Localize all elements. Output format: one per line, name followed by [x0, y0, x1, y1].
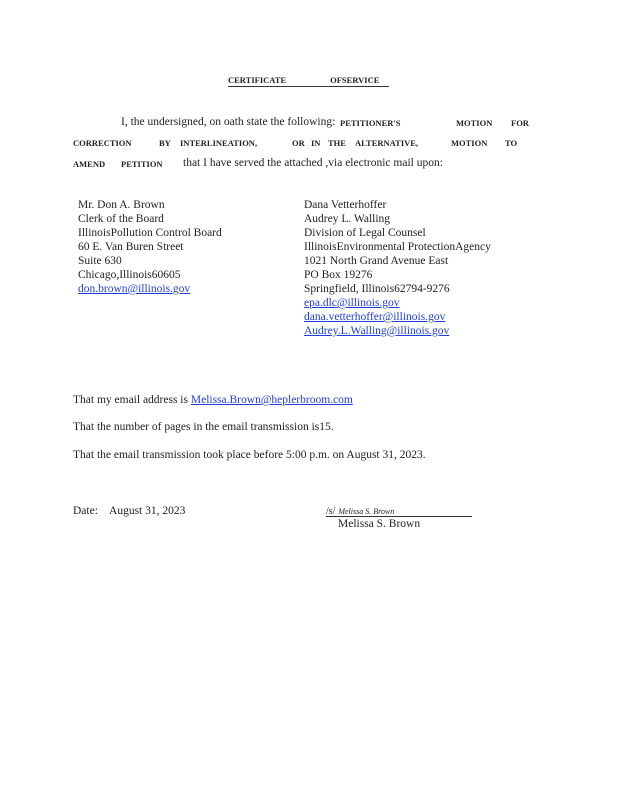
sender-email-link[interactable]: Melissa.Brown@heplerbroom.com: [190, 394, 353, 406]
recipient-right-email-link[interactable]: dana.vetterhoffer@illinois.gov: [304, 311, 446, 323]
email-statement-prefix: That my email address is: [73, 394, 188, 406]
date-line: [73, 505, 185, 517]
title-word-certificate: CERTIFICATE: [228, 75, 287, 85]
electronic-signature: Melissa S. Brown: [338, 507, 395, 516]
signature-prefix: /s/: [326, 506, 336, 517]
caps-or: OR: [292, 138, 305, 148]
recipient-right-line: Dana Vetterhoffer: [304, 199, 387, 211]
caps-correction: CORRECTION: [73, 138, 132, 148]
time-statement: That the email transmission took place before 5:00 p.m. on August 31, 2023.: [73, 449, 426, 461]
recipient-right-line: 1021 North Grand Avenue East: [304, 255, 449, 267]
recipient-right-line: Audrey L. Walling: [304, 213, 391, 225]
recipient-left-line: Chicago,Illinois60605: [78, 269, 181, 281]
caps-in: IN: [311, 138, 321, 148]
recipient-left-line: 60 E. Van Buren Street: [78, 241, 184, 253]
recipient-left-email-link[interactable]: don.brown@illinois.gov: [78, 283, 191, 295]
recipient-left-line: Suite 630: [78, 255, 122, 267]
recipient-right-email-link[interactable]: epa.dlc@illinois.gov: [304, 297, 400, 309]
recipient-right-email-link[interactable]: Audrey.L.Walling@illinois.gov: [304, 325, 450, 337]
caps-alternative: ALTERNATIVE,: [355, 138, 419, 148]
title-underline: [228, 86, 389, 87]
document-title: [228, 75, 379, 85]
signature-underline: [326, 516, 472, 517]
caps-petition: PETITION: [121, 159, 163, 169]
recipient-right: [304, 198, 491, 338]
intro-tail: that I have served the attached ,via electronic mail upon:: [183, 157, 443, 169]
caps-motion-1: MOTION: [456, 118, 493, 128]
recipient-left: [78, 198, 222, 296]
recipient-right-line: PO Box 19276: [304, 269, 373, 281]
caps-interlineation: INTERLINEATION,: [180, 138, 258, 148]
recipient-right-line: Springfield, Illinois62794-9276: [304, 283, 450, 295]
caps-the: THE: [328, 138, 346, 148]
intro-lead: I, the undersigned, on oath state the following:: [121, 116, 336, 128]
recipient-right-line: IllinoisEnvironmental ProtectionAgency: [304, 241, 491, 253]
pages-statement: That the number of pages in the email transmission is15.: [73, 421, 334, 433]
recipient-right-line: Division of Legal Counsel: [304, 227, 426, 239]
caps-for: FOR: [511, 118, 529, 128]
date-value: August 31, 2023: [109, 505, 186, 517]
recipient-left-line: IllinoisPollution Control Board: [78, 227, 222, 239]
title-word-of-service: OFSERVICE: [330, 75, 380, 85]
caps-to: TO: [505, 138, 518, 148]
caps-by: BY: [159, 138, 171, 148]
caps-amend: AMEND: [73, 159, 106, 169]
recipient-left-line: Mr. Don A. Brown: [78, 199, 165, 211]
email-statement: [73, 394, 363, 406]
recipient-left-line: Clerk of the Board: [78, 213, 164, 225]
date-label: Date:: [73, 505, 98, 517]
signer-name: Melissa S. Brown: [338, 518, 421, 530]
caps-petitioners: PETITIONER'S: [340, 118, 401, 128]
caps-motion-2: MOTION: [451, 138, 488, 148]
